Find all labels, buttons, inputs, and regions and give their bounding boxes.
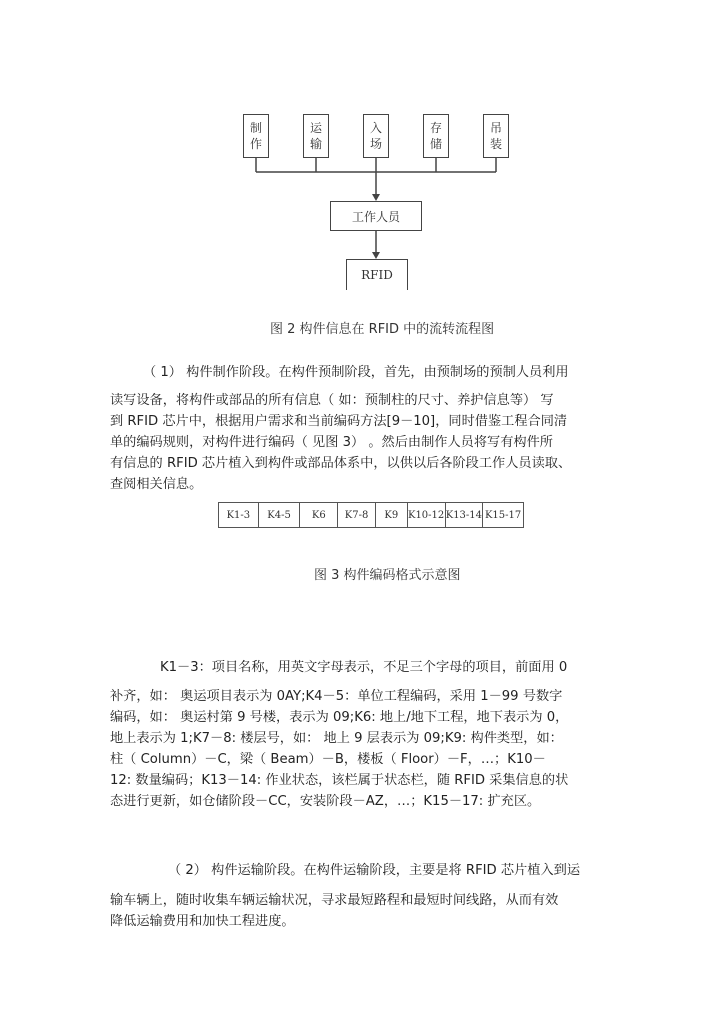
code-cell: K7-8: [338, 503, 376, 527]
stage-label: 入场: [369, 121, 382, 151]
para1-first-line: （ 1） 构件制作阶段。在构件预制阶段，首先，由预制场的预制人员利用: [143, 365, 569, 380]
stage-label: 存储: [429, 121, 442, 151]
stage-box-transport: [303, 114, 329, 158]
text-line: 态进行更新，如仓储阶段－CC，安装阶段－AZ，…；K15－17: 扩充区。: [110, 794, 541, 809]
text-line: 输车辆上，随时收集车辆运输状况，寻求最短路程和最短时间线路，从而有效: [110, 893, 559, 908]
text-line: 补齐，如： 奥运项目表示为 0AY;K4－5：单位工程编码，采用 1－99 号数字: [110, 689, 563, 704]
paragraph-transport: [110, 890, 558, 932]
para2-first-line: K1－3：项目名称，用英文字母表示，不足三个字母的项目，前面用 0: [160, 660, 568, 675]
text-line: 柱（ Column）－C，梁（ Beam）－B，楼板（ Floor）－F，…；K10－: [110, 752, 546, 767]
rfid-flow-diagram: [236, 108, 521, 290]
figure2-caption: 图 2 构件信息在 RFID 中的流转流程图: [270, 322, 495, 337]
text-line: 有信息的 RFID 芯片植入到构件或部品体系中，以供以后各阶段工作人员读取、: [110, 456, 572, 471]
text-line: 读写设备，将构件或部品的所有信息（ 如：预制柱的尺寸、养护信息等） 写: [110, 393, 554, 408]
text-line: 降低运输费用和加快工程进度。: [110, 914, 295, 929]
text-line: 地上表示为 1;K7－8: 楼层号，如： 地上 9 层表示为 09;K9: 构件类型，如：: [110, 731, 563, 746]
text-line: 单的编码规则，对构件进行编码（ 见图 3） 。然后由制作人员将写有构件所: [110, 435, 553, 450]
figure3-caption: 图 3 构件编码格式示意图: [314, 568, 461, 583]
code-cell: K10-12: [408, 503, 446, 527]
stage-box-make: [243, 114, 269, 158]
text-line: 查阅相关信息。: [110, 477, 203, 492]
paragraph-code-explanation: [110, 686, 568, 812]
code-cell: K9: [376, 503, 408, 527]
worker-box: 工作人员: [330, 201, 422, 231]
code-cell: K4-5: [259, 503, 301, 527]
para3-first-line: （ 2） 构件运输阶段。在构件运输阶段，主要是将 RFID 芯片植入到运: [168, 863, 581, 878]
stage-box-storage: [423, 114, 449, 158]
rfid-box: RFID: [346, 259, 408, 290]
stage-label: 制作: [249, 121, 262, 151]
stage-box-entry: [363, 114, 389, 158]
text-line: 12: 数量编码；K13－14: 作业状态，该栏属于状态栏，随 RFID 采集信息的状: [110, 773, 569, 788]
stage-label: 吊装: [489, 121, 502, 151]
text-line: 编码，如： 奥运村第 9 号楼，表示为 09;K6: 地上/地下工程，地下表示为 0，: [110, 710, 569, 725]
code-cell: K6: [300, 503, 338, 527]
stage-box-hoist: [483, 114, 509, 158]
code-cell: K1-3: [219, 503, 259, 527]
code-cell: K13-14: [446, 503, 484, 527]
code-format-diagram: [218, 502, 524, 528]
stage-label: 运输: [309, 121, 322, 151]
paragraph-manufacturing: [110, 390, 571, 495]
text-line: 到 RFID 芯片中，根据用户需求和当前编码方法[9－10]，同时借鉴工程合同清: [110, 414, 568, 429]
code-cell: K15-17: [484, 509, 522, 521]
